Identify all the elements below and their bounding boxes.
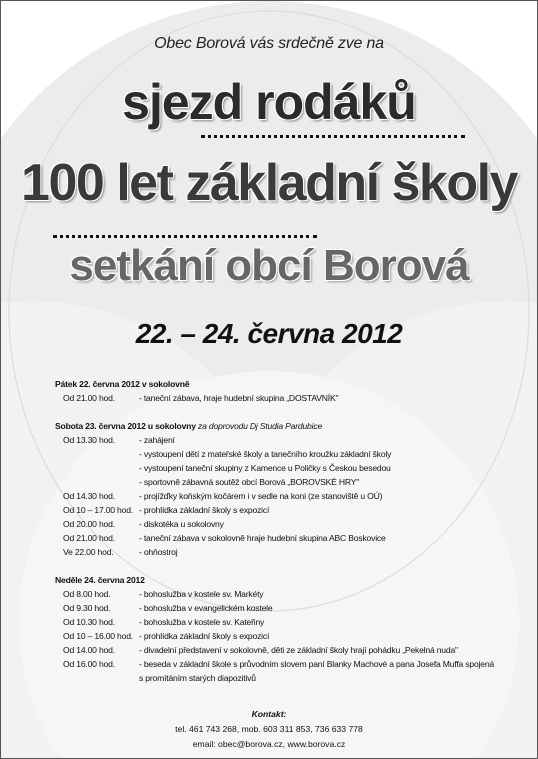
poster-content: [1, 1, 537, 758]
friday-heading-text: Pátek 22. června 2012 v sokolovně: [55, 379, 190, 389]
row-time: Od 8.00 hod.: [63, 589, 111, 599]
row-desc: - bohoslužba v kostele sv. Kateřiny: [139, 617, 265, 627]
row-time: Od 16.00 hod.: [63, 659, 115, 669]
row-time: Od 10 – 17.00 hod.: [63, 505, 133, 515]
sunday-heading: [55, 575, 145, 585]
row-desc: - prohlídka základní školy s expozicí: [139, 631, 270, 641]
row-time: Od 10 – 16.00 hod.: [63, 631, 133, 641]
row-time: Od 14.00 hod.: [63, 645, 115, 655]
dotted-divider-2: [53, 235, 317, 238]
row-desc: - divadelní představení v sokolovně, děti ze základní školy hrají pohádku „Pekelná nuda": [139, 645, 458, 655]
contact-label-text: Kontakt:: [251, 709, 287, 719]
row-time: Od 21.00 hod.: [63, 533, 115, 543]
invitation-line: Obec Borová vás srdečně zve na: [154, 35, 384, 52]
event-date: 22. – 24. června 2012: [135, 318, 403, 349]
row-desc: - taneční zábava, hraje hudební skupina „DOSTAVNÍK": [139, 393, 339, 403]
row-desc: - bohoslužba v kostele sv. Markéty: [139, 589, 264, 599]
saturday-heading-text: Sobota 23. června 2012 u sokolovny: [55, 421, 196, 431]
row-desc: s promítáním starých diapozitivů: [139, 673, 256, 683]
row-time: Od 14.30 hod.: [63, 491, 115, 501]
row-time: Ve 22.00 hod.: [63, 547, 114, 557]
friday-heading: [55, 379, 189, 389]
row-desc: - bohoslužba v evangelickém kostele: [139, 603, 273, 613]
row-time: Od 21.00 hod.: [63, 393, 115, 403]
title-reunion: sjezd rodáků: [122, 74, 416, 130]
row-desc: - zahájení: [139, 435, 175, 445]
dotted-divider-1: [201, 135, 465, 138]
row-desc: - prohlídka základní školy s expozicí: [139, 505, 270, 515]
row-desc: - beseda v základní škole s průvodním slovem paní Blanky Machové a pana Josefa Muffa spojená: [139, 659, 495, 669]
row-desc: - vystoupení taneční skupiny z Kamence u Poličky s Českou besedou: [139, 463, 391, 473]
contact-label: [1, 709, 537, 719]
row-desc: - ohňostroj: [139, 547, 178, 557]
sunday-heading-text: Neděle 24. června 2012: [55, 575, 145, 585]
title-school-anniversary: 100 let základní školy: [21, 154, 517, 212]
row-time: Od 9.30 hod.: [63, 603, 111, 613]
saturday-heading-note: za doprovodu Dj Studia Pardubice: [198, 421, 323, 431]
row-desc: - taneční zábava v sokolovně hraje hudební skupina ABC Boskovice: [139, 533, 386, 543]
contact-email-web: email: obec@borova.cz, www.borova.cz: [192, 739, 346, 749]
row-time: Od 20.00 hod.: [63, 519, 115, 529]
contact-phones: tel. 461 743 268, mob. 603 311 853, 736 633 778: [175, 724, 363, 734]
saturday-heading: [55, 421, 322, 431]
title-borova-meeting: setkání obcí Borová: [69, 241, 469, 290]
row-time: Od 10.30 hod.: [63, 617, 115, 627]
row-desc: - vystoupení dětí z mateřské školy a tanečního kroužku základní školy: [139, 449, 392, 459]
row-desc: - diskotéka u sokolovny: [139, 519, 224, 529]
row-desc: - sportovně zábavná soutěž obcí Borová „BOROVSKÉ HRY": [139, 477, 360, 487]
row-time: Od 13.30 hod.: [63, 435, 115, 445]
row-desc: - projížďky koňským kočárem i v sedle na koni (ze stanoviště u OÚ): [139, 491, 383, 501]
